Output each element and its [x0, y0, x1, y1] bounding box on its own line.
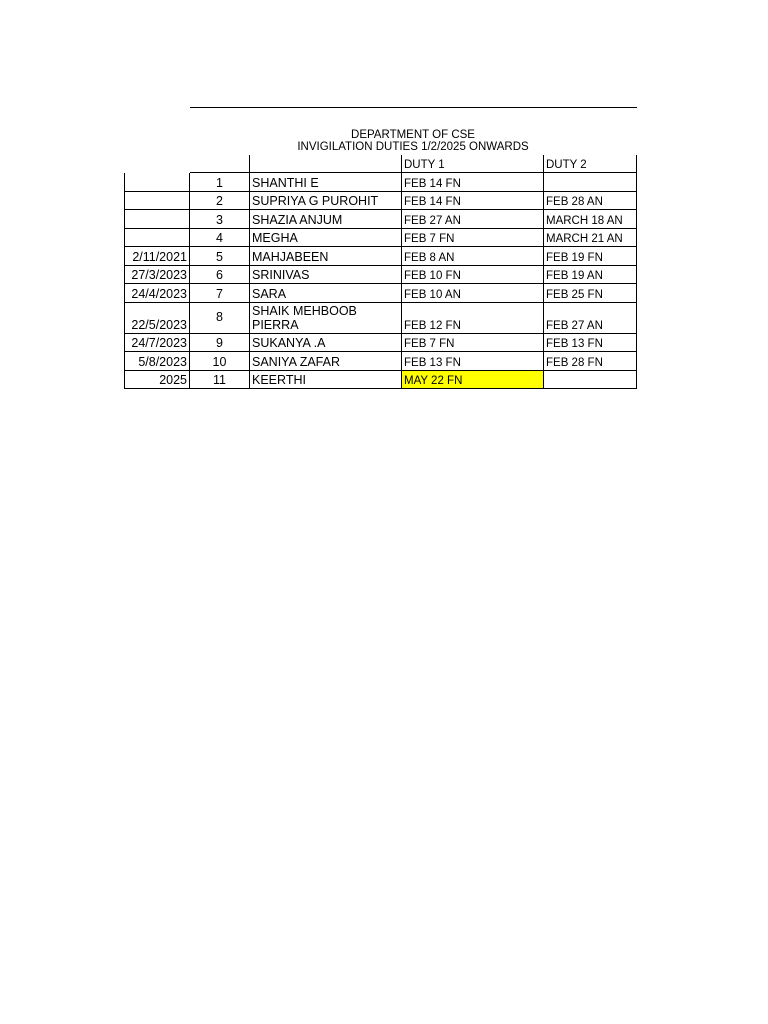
duty1-cell: FEB 14 FN — [402, 173, 544, 192]
duty1-cell: FEB 7 FN — [402, 333, 544, 352]
sno-cell: 5 — [190, 247, 250, 266]
empty-cell — [125, 108, 190, 155]
join-date-cell: 2025 — [125, 370, 190, 389]
name-cell: KEERTHI — [250, 370, 402, 389]
duty1-cell: FEB 27 AN — [402, 210, 544, 229]
sno-cell: 2 — [190, 191, 250, 210]
duty2-cell: FEB 28 FN — [544, 352, 637, 371]
department-title: DEPARTMENT OF CSE — [351, 128, 475, 141]
name-cell: SUPRIYA G PUROHIT — [250, 191, 402, 210]
join-date-cell — [125, 191, 190, 210]
duty1-cell: FEB 10 FN — [402, 265, 544, 284]
name-cell: MEGHA — [250, 228, 402, 247]
sno-cell: 10 — [190, 352, 250, 371]
table-row — [125, 173, 637, 192]
name-header-cell — [250, 155, 402, 173]
sno-cell: 8 — [190, 302, 250, 333]
name-cell: SHANTHI E — [250, 173, 402, 192]
table-row — [125, 265, 637, 284]
join-date-cell: 2/11/2021 — [125, 247, 190, 266]
join-date-cell: 22/5/2023 — [125, 302, 190, 333]
join-date-cell — [125, 228, 190, 247]
duty1-cell: FEB 10 AN — [402, 284, 544, 303]
join-date-cell: 24/4/2023 — [125, 284, 190, 303]
duty1-cell: FEB 8 AN — [402, 247, 544, 266]
name-cell: SUKANYA .A — [250, 333, 402, 352]
duty1-cell: FEB 13 FN — [402, 352, 544, 371]
sno-cell: 9 — [190, 333, 250, 352]
join-date-cell — [125, 173, 190, 192]
duty1-cell: FEB 14 FN — [402, 191, 544, 210]
name-cell: SHAIK MEHBOOB PIERRA — [250, 302, 402, 333]
duty1-header: DUTY 1 — [402, 155, 544, 173]
duty2-cell: MARCH 18 AN — [544, 210, 637, 229]
sno-cell: 4 — [190, 228, 250, 247]
duty2-cell — [544, 370, 637, 389]
sno-cell: 11 — [190, 370, 250, 389]
sno-header-cell — [190, 155, 250, 173]
duty2-cell: FEB 25 FN — [544, 284, 637, 303]
sno-cell: 3 — [190, 210, 250, 229]
duty2-header: DUTY 2 — [544, 155, 637, 173]
invigilation-duty-table — [124, 107, 637, 389]
sno-cell: 6 — [190, 265, 250, 284]
empty-cell — [125, 155, 190, 173]
duty-subtitle: INVIGILATION DUTIES 1/2/2025 ONWARDS — [297, 141, 529, 154]
name-cell: SARA — [250, 284, 402, 303]
name-cell: SHAZIA ANJUM — [250, 210, 402, 229]
table-row — [125, 284, 637, 303]
table-row — [125, 210, 637, 229]
duty2-cell: FEB 28 AN — [544, 191, 637, 210]
name-cell: SRINIVAS — [250, 265, 402, 284]
sno-cell: 7 — [190, 284, 250, 303]
name-cell: MAHJABEEN — [250, 247, 402, 266]
table-row — [125, 370, 637, 389]
duty2-cell: MARCH 21 AN — [544, 228, 637, 247]
table-row — [125, 191, 637, 210]
title-cell — [190, 108, 637, 155]
table-row — [125, 228, 637, 247]
title-row — [125, 108, 637, 155]
spreadsheet-sheet — [124, 107, 637, 389]
join-date-cell: 5/8/2023 — [125, 352, 190, 371]
duty2-cell: FEB 27 AN — [544, 302, 637, 333]
duty2-cell: FEB 19 FN — [544, 247, 637, 266]
column-header-row — [125, 155, 637, 173]
duty1-cell-highlighted: MAY 22 FN — [402, 370, 544, 389]
table-row — [125, 333, 637, 352]
join-date-cell — [125, 210, 190, 229]
table-row — [125, 247, 637, 266]
table-row — [125, 302, 637, 333]
duty2-cell: FEB 19 AN — [544, 265, 637, 284]
join-date-cell: 27/3/2023 — [125, 265, 190, 284]
duty2-cell: FEB 13 FN — [544, 333, 637, 352]
join-date-cell: 24/7/2023 — [125, 333, 190, 352]
duty2-cell — [544, 173, 637, 192]
sno-cell: 1 — [190, 173, 250, 192]
table-row — [125, 352, 637, 371]
duty1-cell: FEB 7 FN — [402, 228, 544, 247]
name-cell: SANIYA ZAFAR — [250, 352, 402, 371]
duty1-cell: FEB 12 FN — [402, 302, 544, 333]
